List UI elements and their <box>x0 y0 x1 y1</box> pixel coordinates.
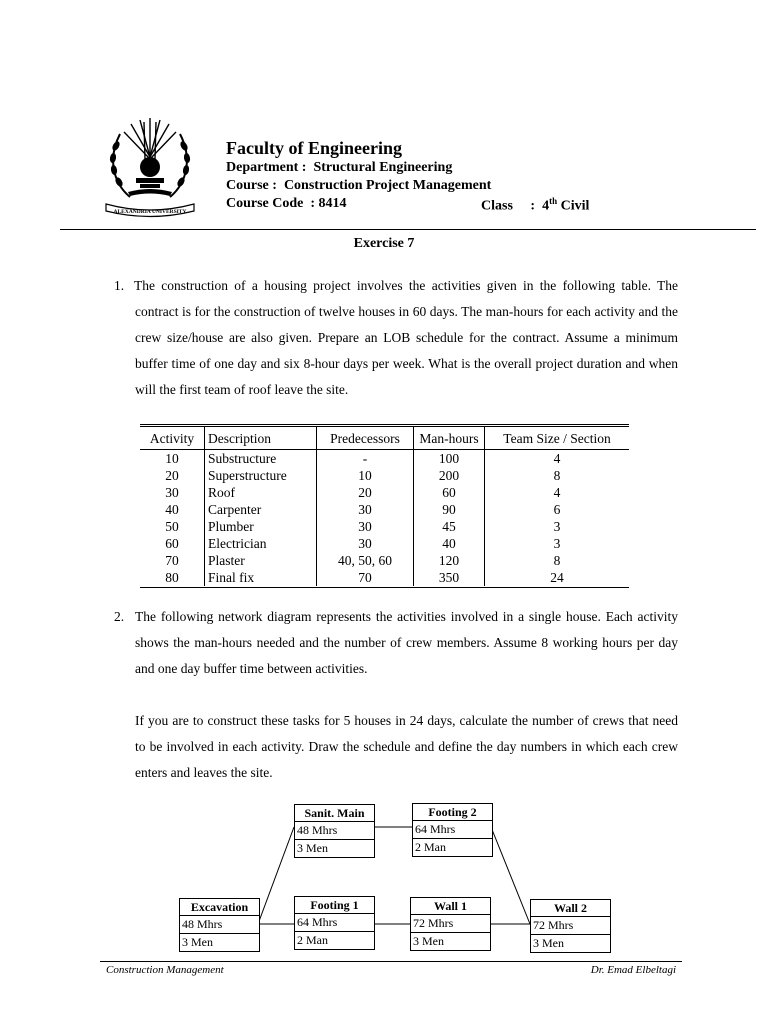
cell-team-size: 24 <box>550 570 564 585</box>
node-title: Wall 1 <box>411 898 490 915</box>
course-value: Construction Project Management <box>283 178 492 193</box>
cell-activity: 80 <box>140 569 205 586</box>
footer-author: Dr. Emad Elbeltagi <box>590 964 676 976</box>
course-line <box>226 178 491 194</box>
node-footing-2 <box>412 803 493 857</box>
question-2-text-2: If you are to construct these tasks for 5 houses in 24 days, calculate the number of crews that need to be involved in each activity. Draw the schedule and define the day numbers in which each crew enters and leaves the site. <box>135 713 678 780</box>
class-superscript: th <box>549 196 558 206</box>
node-title: Excavation <box>180 899 259 916</box>
node-crew: 2 Man <box>413 838 492 856</box>
cell-man-hours: 60 <box>414 484 485 501</box>
course-label: Course : <box>226 178 277 193</box>
class-line <box>481 196 589 215</box>
node-title: Sanit. Main <box>295 805 374 822</box>
node-man-hours: 48 Mhrs <box>297 823 338 837</box>
node-crew: 3 Men <box>531 934 610 952</box>
cell-description: Substructure <box>205 450 317 468</box>
cell-team-size: 6 <box>553 502 561 517</box>
cell-description: Plumber <box>205 518 317 535</box>
table-row <box>140 484 629 501</box>
col-description: Description <box>205 427 317 450</box>
question-1-text: The construction of a housing project involves the activities given in the following table. The contract is for the construction of twelve houses in 60 days. The man-hours for each activity and the crew size/house are also given. Prepare an LOB schedule for the contract. Assume a minimum buffer time of one day and six 8-hour days per week. What is the overall project duration and when will the first team of roof leave the site. <box>134 278 678 397</box>
cell-man-hours: 45 <box>414 518 485 535</box>
cell-activity: 40 <box>140 501 205 518</box>
node-wall-1 <box>410 897 491 951</box>
col-activity: Activity <box>140 427 205 450</box>
col-team-size: Team Size / Section <box>485 427 630 450</box>
node-title: Footing 1 <box>295 897 374 914</box>
col-predecessors: Predecessors <box>317 427 414 450</box>
node-title: Wall 2 <box>531 900 610 917</box>
table-row <box>140 501 629 518</box>
table-header-row <box>140 427 629 450</box>
table-row <box>140 552 629 569</box>
table-row <box>140 467 629 484</box>
cell-predecessors: 40, 50, 60 <box>317 552 414 569</box>
cell-man-hours: 200 <box>414 467 485 484</box>
node-man-hours: 64 Mhrs <box>415 822 456 836</box>
connector-footing2-wall2 <box>491 827 530 924</box>
node-title: Footing 2 <box>413 804 492 821</box>
node-man-hours: 72 Mhrs <box>533 918 574 932</box>
node-excavation <box>179 898 260 952</box>
course-code-label: Course Code : <box>226 196 316 211</box>
node-crew: 3 Men <box>180 933 259 951</box>
department-label: Department : <box>226 160 307 175</box>
question-1-number: 1. <box>114 278 125 293</box>
department-value: Structural Engineering <box>313 160 453 175</box>
cell-predecessors: 10 <box>317 467 414 484</box>
cell-man-hours: 350 <box>414 569 485 586</box>
department-line <box>226 160 452 176</box>
cell-team-size: 3 <box>553 519 561 534</box>
col-man-hours: Man-hours <box>414 427 485 450</box>
course-code-value: 8414 <box>318 196 347 211</box>
cell-predecessors: 30 <box>317 518 414 535</box>
node-sanit-main <box>294 804 375 858</box>
cell-man-hours: 120 <box>414 552 485 569</box>
class-value: Civil <box>560 198 590 214</box>
class-number: 4 <box>542 198 550 214</box>
cell-man-hours: 40 <box>414 535 485 552</box>
university-seal-icon <box>100 112 200 218</box>
faculty-title: Faculty of Engineering <box>226 138 402 158</box>
cell-activity: 30 <box>140 484 205 501</box>
table-row <box>140 569 629 586</box>
connector-excavation-sanit <box>258 827 294 924</box>
cell-team-size: 8 <box>553 553 561 568</box>
node-man-hours: 48 Mhrs <box>182 917 223 931</box>
cell-predecessors: 30 <box>317 535 414 552</box>
cell-team-size: 4 <box>553 451 561 466</box>
cell-predecessors: 30 <box>317 501 414 518</box>
cell-team-size: 8 <box>553 468 561 483</box>
cell-predecessors: 20 <box>317 484 414 501</box>
cell-predecessors: - <box>317 450 414 468</box>
class-label: Class <box>481 198 513 214</box>
cell-team-size: 3 <box>553 536 561 551</box>
footer-course: Construction Management <box>106 964 224 976</box>
question-2-number: 2. <box>114 609 125 624</box>
node-footing-1 <box>294 896 375 950</box>
table-row <box>140 535 629 552</box>
cell-man-hours: 100 <box>414 450 485 468</box>
class-sep: : <box>530 198 536 214</box>
logo-text: ALEXANDRIA UNIVERSITY <box>113 209 187 215</box>
cell-activity: 60 <box>140 535 205 552</box>
cell-activity: 70 <box>140 552 205 569</box>
cell-activity: 10 <box>140 450 205 468</box>
cell-activity: 50 <box>140 518 205 535</box>
cell-description: Superstructure <box>205 467 317 484</box>
cell-activity: 20 <box>140 467 205 484</box>
node-man-hours: 64 Mhrs <box>297 915 338 929</box>
footer-divider <box>100 961 682 962</box>
node-wall-2 <box>530 899 611 953</box>
node-crew: 3 Men <box>411 932 490 950</box>
cell-team-size: 4 <box>553 485 561 500</box>
cell-predecessors: 70 <box>317 569 414 586</box>
node-man-hours: 72 Mhrs <box>413 916 454 930</box>
table-row <box>140 450 629 468</box>
cell-description: Carpenter <box>205 501 317 518</box>
cell-description: Plaster <box>205 552 317 569</box>
node-crew: 2 Man <box>295 931 374 949</box>
exercise-title: Exercise 7 <box>353 236 415 251</box>
cell-description: Final fix <box>205 569 317 586</box>
header-divider <box>60 229 756 230</box>
table-row <box>140 518 629 535</box>
question-2-text-1: The following network diagram represents the activities involved in a single house. Each activity shows the man-hours needed and the number of crew members. Assume 8 working hours per day and one day buffer time between activities. <box>135 609 678 676</box>
cell-man-hours: 90 <box>414 501 485 518</box>
cell-description: Roof <box>205 484 317 501</box>
course-code-line <box>226 196 347 212</box>
cell-description: Electrician <box>205 535 317 552</box>
node-crew: 3 Men <box>295 839 374 857</box>
